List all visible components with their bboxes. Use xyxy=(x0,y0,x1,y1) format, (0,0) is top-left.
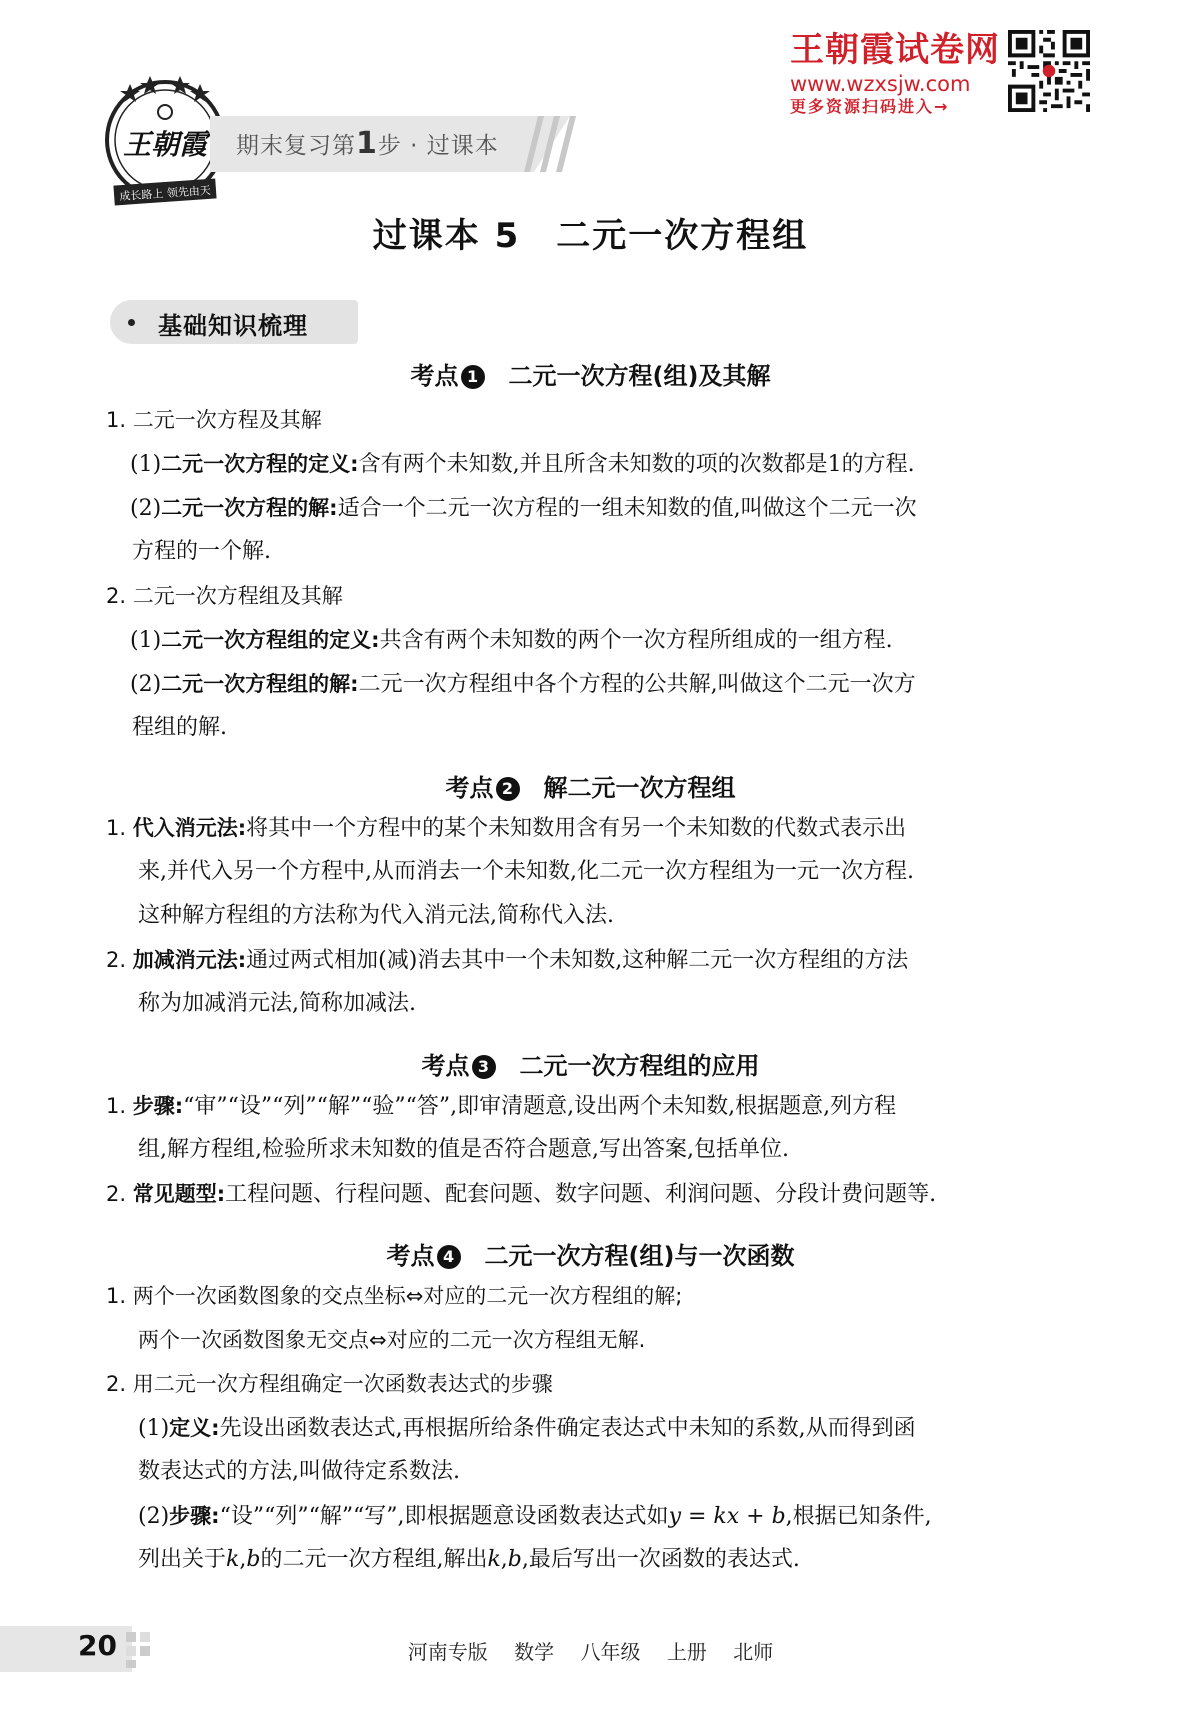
topic-title: 二元一次方程(组)及其解 xyxy=(508,362,771,390)
topic1-line4: 方程的一个解. xyxy=(132,539,271,564)
topic1-line1: 1. 二元一次方程及其解 xyxy=(106,408,322,432)
topic2-line1: 1. 代入消元法:将其中一个方程中的某个未知数用含有另一个未知数的代数式表示出 xyxy=(106,816,907,841)
topic-heading-4 xyxy=(0,1236,1181,1271)
brand-title: 王朝霞试卷网 xyxy=(790,30,1000,70)
topic4-line6: (2)步骤:“设”“列”“解”“写”,即根据题意设函数表达式如y = kx + b,根据已知条件, xyxy=(138,1504,932,1529)
topic-title: 二元一次方程(组)与一次函数 xyxy=(484,1242,795,1270)
topic1-line6: (1)二元一次方程组的定义:共含有两个未知数的两个一次方程所组成的一组方程. xyxy=(130,628,893,653)
topic-heading-3 xyxy=(0,1046,1181,1081)
topic3-line1: 1. 步骤:“审”“设”“列”“解”“验”“答”,即审清题意,设出两个未知数,根据题意,列方程 xyxy=(106,1094,897,1119)
topic4-line5: 数表达式的方法,叫做待定系数法. xyxy=(138,1459,460,1484)
topic-heading-2 xyxy=(0,768,1181,803)
brand-block xyxy=(790,30,1000,118)
header-prefix: 期末复习第 xyxy=(236,133,356,159)
bullet-dot-icon xyxy=(128,319,135,326)
page-title: 过课本 5 二元一次方程组 xyxy=(372,216,809,256)
brand-slogan: 更多资源扫码进入→ xyxy=(790,97,950,116)
topic-title: 二元一次方程组的应用 xyxy=(519,1052,760,1080)
topic1-line7: (2)二元一次方程组的解:二元一次方程组中各个方程的公共解,叫做这个二元一次方 xyxy=(130,672,916,697)
topic-label: 考点 xyxy=(386,1242,435,1270)
topic2-line3: 这种解方程组的方法称为代入消元法,简称代入法. xyxy=(138,903,614,928)
topic-label: 考点 xyxy=(445,774,494,802)
section-tag xyxy=(110,300,358,344)
topic4-line7: 列出关于k,b的二元一次方程组,解出k,b,最后写出一次函数的表达式. xyxy=(138,1547,800,1572)
topic3-line3: 2. 常见题型:工程问题、行程问题、配套问题、数字问题、利润问题、分段计费问题等. xyxy=(106,1182,937,1207)
footer-subject: 数学 xyxy=(514,1640,555,1664)
footer-grade: 八年级 xyxy=(580,1640,641,1664)
topic-number-badge: 1 xyxy=(461,365,485,389)
topic-number-badge: 4 xyxy=(437,1245,461,1269)
topic-title: 解二元一次方程组 xyxy=(543,774,736,802)
topic4-line3: 2. 用二元一次方程组确定一次函数表达式的步骤 xyxy=(106,1372,553,1396)
footer-volume: 上册 xyxy=(666,1640,707,1664)
brand-url[interactable]: www.wzxsjw.com xyxy=(790,72,971,96)
topic-label: 考点 xyxy=(421,1052,470,1080)
topic3-line2: 组,解方程组,检验所求未知数的值是否符合题意,写出答案,包括单位. xyxy=(138,1137,789,1162)
topic1-line3: (2)二元一次方程的解:适合一个二元一次方程的一组未知数的值,叫做这个二元一次 xyxy=(130,496,917,521)
footer-publisher: 北师 xyxy=(733,1640,774,1664)
topic2-line5: 称为加减消元法,简称加减法. xyxy=(138,991,416,1016)
page-number: 20 xyxy=(78,1629,117,1662)
banner-stripes-decoration xyxy=(510,116,580,172)
section-tag-label: 基础知识梳理 xyxy=(158,312,308,340)
header-suffix: 步 · 过课本 xyxy=(377,133,499,159)
topic4-line2: 两个一次函数图象无交点⇔对应的二元一次方程组无解. xyxy=(138,1328,646,1352)
header-step-number: 1 xyxy=(356,126,378,161)
topic1-line5: 2. 二元一次方程组及其解 xyxy=(106,584,343,608)
topic-number-badge: 3 xyxy=(472,1055,496,1079)
logo-text: 王朝霞 xyxy=(122,128,208,161)
logo-motto: 成长路上 领先由天 xyxy=(119,183,212,204)
topic1-line8: 程组的解. xyxy=(132,715,227,740)
topic-number-badge: 2 xyxy=(496,777,520,801)
qr-code-icon[interactable] xyxy=(1008,30,1090,112)
topic1-line2: (1)二元一次方程的定义:含有两个未知数,并且所含未知数的项的次数都是1的方程. xyxy=(130,452,915,477)
topic-heading-1 xyxy=(0,356,1181,391)
topic2-line4: 2. 加减消元法:通过两式相加(减)消去其中一个未知数,这种解二元一次方程组的方法 xyxy=(106,948,909,973)
footer-edition: 河南专版 xyxy=(407,1640,488,1664)
header-step-label xyxy=(236,126,499,161)
topic-label: 考点 xyxy=(410,362,459,390)
topic2-line2: 来,并代入另一个方程中,从而消去一个未知数,化二元一次方程组为一元一次方程. xyxy=(138,859,914,884)
topic4-line4: (1)定义:先设出函数表达式,再根据所给条件确定表达式中未知的系数,从而得到函 xyxy=(138,1416,916,1441)
topic4-line1: 1. 两个一次函数图象的交点坐标⇔对应的二元一次方程组的解; xyxy=(106,1284,683,1308)
footer-info xyxy=(0,1636,1181,1665)
